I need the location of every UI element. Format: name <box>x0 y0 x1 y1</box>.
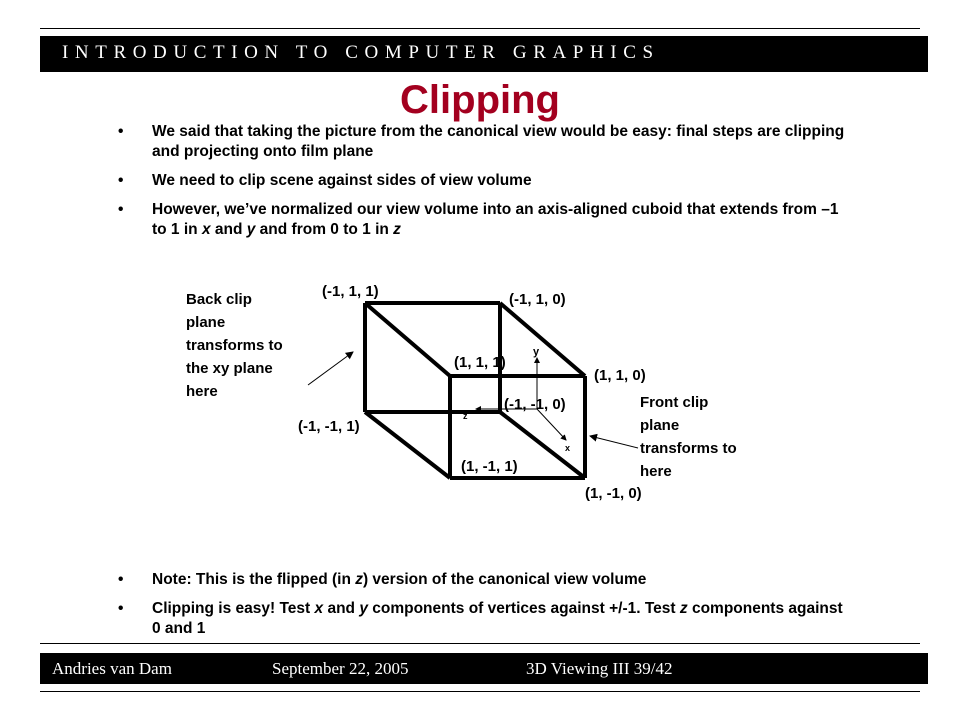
bullet-marker: • <box>118 201 124 218</box>
bullet-text: We need to clip scene against sides of view volume <box>152 172 532 189</box>
label-front-bottom-right: (1, -1, 0) <box>585 485 642 502</box>
cube-depth-edges <box>365 303 585 478</box>
front-note-arrow <box>590 436 638 448</box>
bullet-italic-text: x <box>201 221 211 238</box>
bullet-italic-text: y <box>359 600 368 617</box>
bullet-italic-text: y <box>246 221 256 238</box>
bullet-italic-text: z <box>679 600 688 617</box>
bullet-italic-text: x <box>314 600 324 617</box>
bullet-text: and <box>323 600 360 617</box>
footer-author: Andries van Dam <box>52 659 172 678</box>
back-note-arrow <box>308 352 353 385</box>
label-front-top-left: (1, 1, 1) <box>454 354 506 371</box>
bullet-text: components of vertices against +/-1. Test <box>367 600 680 617</box>
bullet-italic-text: z <box>393 221 401 238</box>
footer-date: September 22, 2005 <box>272 659 409 678</box>
bullet-marker: • <box>118 571 124 588</box>
axis-label-z: z <box>463 411 468 421</box>
label-back-bottom-left: (-1, -1, 1) <box>298 418 360 435</box>
course-title: INTRODUCTION TO COMPUTER GRAPHICS <box>62 42 660 63</box>
bullet-marker: • <box>118 600 124 617</box>
bullet-text: However, we’ve normalized our view volume into an axis-aligned cuboid that extends from –1 to 1 in <box>152 201 839 238</box>
bullet-list-bottom <box>118 570 848 648</box>
axis-label-y: y <box>533 346 540 358</box>
footer-top-rule <box>40 643 920 644</box>
bullet-item <box>118 599 848 639</box>
bullet-text: and <box>210 221 247 238</box>
bullet-text: components against 0 and 1 <box>152 600 843 637</box>
bullet-marker: • <box>118 123 124 140</box>
bullet-marker: • <box>118 172 124 189</box>
bottom-rule <box>40 691 920 692</box>
label-front-bottom-left: (1, -1, 1) <box>461 458 518 475</box>
front-clip-plane-note: Front clip plane transforms to here <box>640 394 737 480</box>
slide-title: Clipping <box>400 78 560 122</box>
label-back-top-left: (-1, 1, 1) <box>322 283 379 300</box>
bullet-text: Clipping is easy! Test <box>152 600 315 617</box>
bullet-text: Note: This is the flipped (in <box>152 571 356 588</box>
bullet-text: ) version of the canonical view volume <box>362 571 647 588</box>
x-axis-arrow <box>537 409 566 440</box>
bullet-italic-text: z <box>355 571 363 588</box>
back-clip-plane-note: Back clip plane transforms to the xy plane here <box>186 291 283 400</box>
label-back-top-right: (-1, 1, 0) <box>509 291 566 308</box>
footer-band <box>40 653 928 684</box>
label-back-bottom-right: (-1, -1, 0) <box>504 396 566 413</box>
bullet-text: and from 0 to 1 in <box>255 221 394 238</box>
bullet-item <box>118 570 848 590</box>
footer-lecture: 3D Viewing III 39/42 <box>526 659 673 678</box>
label-front-top-right: (1, 1, 0) <box>594 367 646 384</box>
axis-label-x: x <box>565 443 571 453</box>
bullet-text: We said that taking the picture from the canonical view would be easy: final steps are clipping and projecting onto film plane <box>152 123 845 160</box>
